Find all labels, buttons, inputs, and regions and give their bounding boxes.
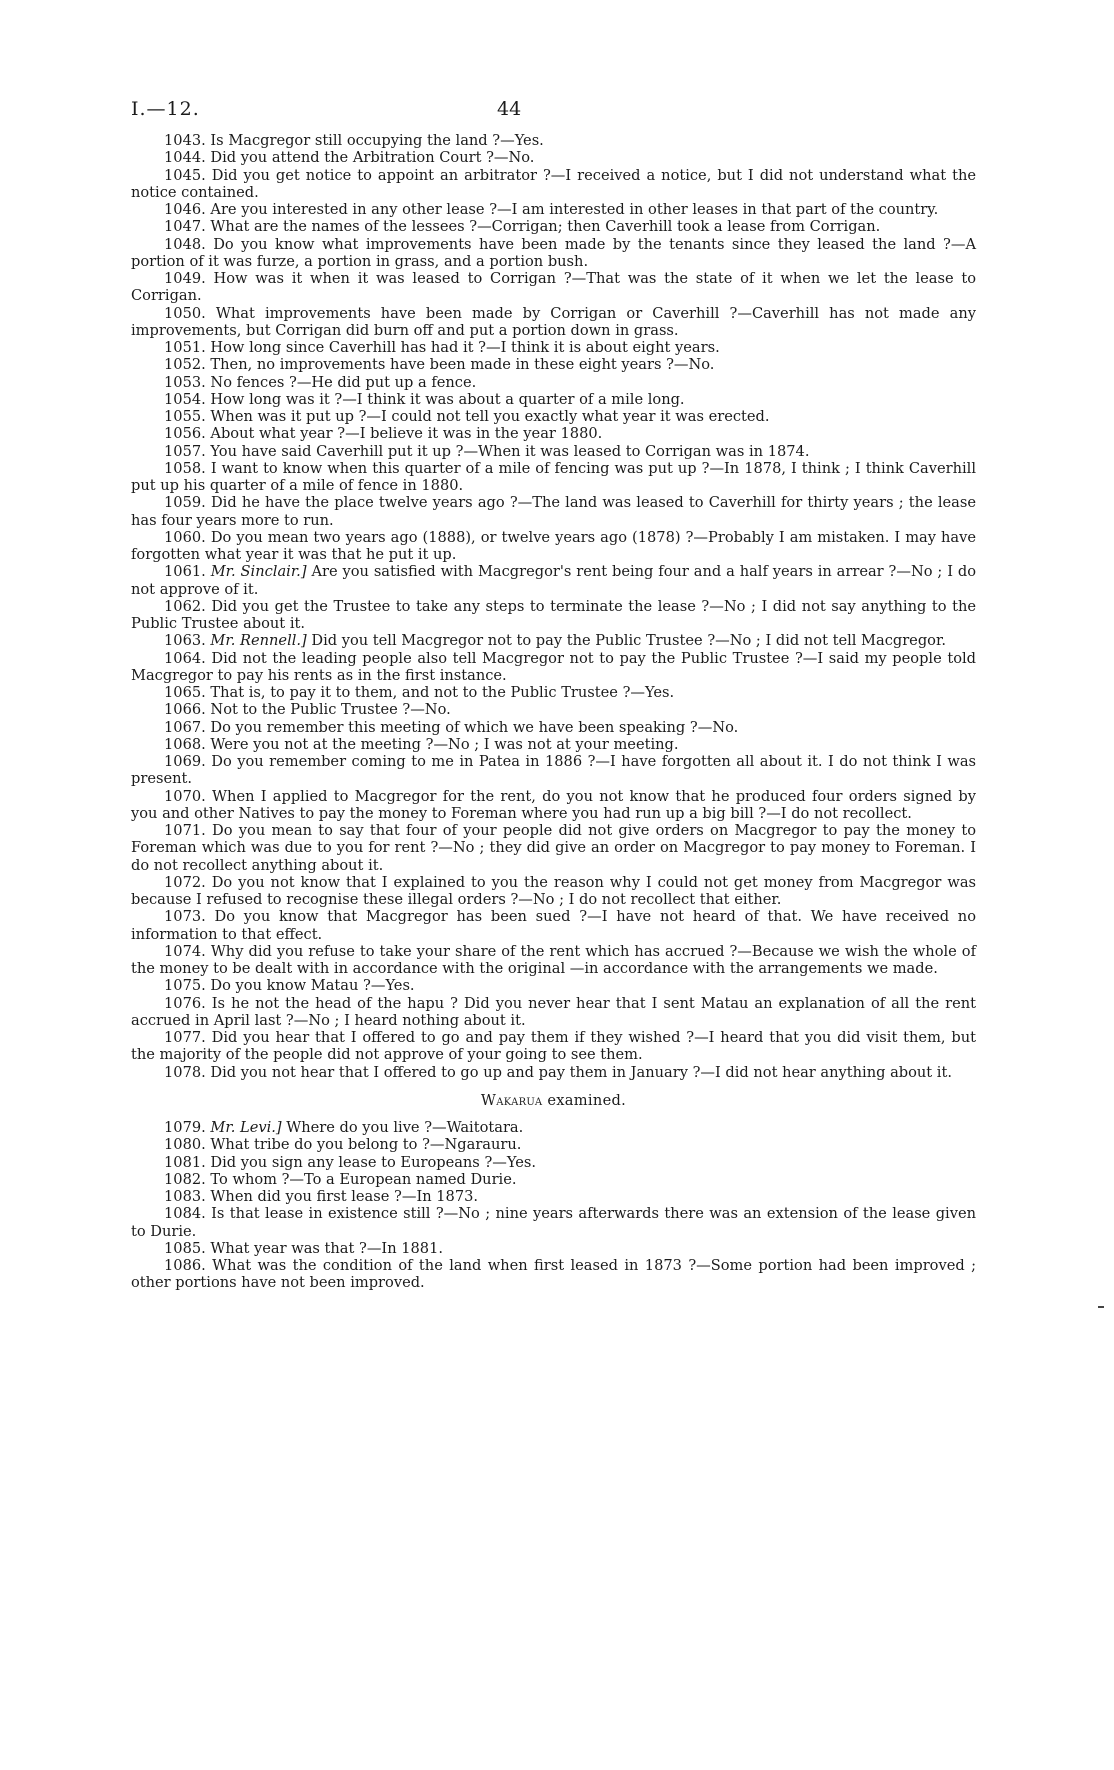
testimony-paragraph bbox=[131, 1171, 976, 1188]
testimony-paragraph bbox=[131, 977, 976, 994]
testimony-paragraph bbox=[131, 701, 976, 718]
document-reference: I.—12. bbox=[131, 98, 200, 120]
question-answer-text: Where do you live ?—Waitotara. bbox=[286, 1119, 524, 1136]
question-number: 1071. bbox=[164, 822, 206, 839]
question-answer-text: When I applied to Macgregor for the rent, do you not know that he produced four orders signed by you and other Natives to pay the money to Foreman where you had run up a big bill ?—I do not recollect. bbox=[131, 787, 976, 822]
question-number: 1073. bbox=[164, 908, 206, 926]
question-answer-text: Did you attend the Arbitration Court ?—No. bbox=[210, 149, 535, 167]
testimony-paragraph bbox=[131, 1064, 976, 1081]
question-answer-text: What are the names of the lessees ?—Corrigan; then Caverhill took a lease from Corrigan. bbox=[210, 218, 881, 236]
question-number: 1061. bbox=[164, 563, 206, 581]
question-number: 1083. bbox=[164, 1188, 206, 1205]
testimony-paragraph bbox=[131, 684, 976, 701]
question-number: 1046. bbox=[164, 201, 206, 218]
question-answer-text: Then, no improvements have been made in these eight years ?—No. bbox=[210, 356, 715, 374]
testimony-paragraph bbox=[131, 391, 976, 408]
testimony-paragraph bbox=[131, 908, 976, 943]
testimony-paragraph bbox=[131, 943, 976, 978]
question-answer-text: When was it put up ?—I could not tell you exactly what year it was erected. bbox=[210, 408, 770, 425]
testimony-paragraph bbox=[131, 1136, 976, 1153]
testimony-paragraph bbox=[131, 374, 976, 391]
speaker-label: Mr. Rennell.] bbox=[210, 632, 307, 650]
question-answer-text: Do you mean to say that four of your people did not give orders on Macgregor to pay the money to Foreman which was due to you for rent ?—No ; they did give an order on Macgregor to pay money to Foreman. I do not recollect anything about it. bbox=[131, 822, 976, 874]
question-answer-text: What tribe do you belong to ?—Ngarauru. bbox=[210, 1136, 522, 1154]
question-number: 1043. bbox=[164, 132, 206, 149]
question-number: 1078. bbox=[164, 1063, 206, 1081]
question-answer-text: Do you know Matau ?—Yes. bbox=[210, 977, 415, 995]
question-number: 1080. bbox=[164, 1136, 206, 1154]
testimony-paragraph bbox=[131, 132, 976, 149]
question-answer-text: Did you sign any lease to Europeans ?—Yes. bbox=[210, 1153, 536, 1171]
section-heading bbox=[131, 1092, 976, 1109]
question-number: 1044. bbox=[164, 149, 206, 167]
question-answer-text: Did you get notice to appoint an arbitrator ?—I received a notice, but I did not understand what the notice contained. bbox=[131, 166, 976, 201]
question-answer-text: Do you know what improvements have been made by the tenants since they leased the land ?—A portion of it was furze, a portion in grass, and a portion bush. bbox=[131, 235, 977, 270]
testimony-paragraph bbox=[131, 1205, 976, 1240]
testimony-block-1 bbox=[131, 132, 976, 1081]
question-number: 1047. bbox=[164, 218, 206, 236]
question-answer-text: Did not the leading people also tell Macgregor not to pay the Public Trustee ?—I said my people told Macgregor to pay his rents as in the first instance. bbox=[131, 649, 976, 684]
question-number: 1059. bbox=[164, 494, 206, 512]
question-number: 1072. bbox=[164, 873, 206, 891]
question-number: 1050. bbox=[164, 304, 206, 322]
question-number: 1051. bbox=[164, 339, 206, 356]
testimony-paragraph bbox=[131, 736, 976, 753]
testimony-paragraph bbox=[131, 1029, 976, 1064]
question-number: 1064. bbox=[164, 649, 206, 667]
testimony-paragraph bbox=[131, 753, 976, 788]
question-answer-text: What improvements have been made by Corrigan or Caverhill ?—Caverhill has not made any improvements, but Corrigan did burn off and put a portion down in grass. bbox=[131, 304, 976, 339]
question-answer-text: Were you not at the meeting ?—No ; I was not at your meeting. bbox=[210, 735, 679, 753]
testimony-paragraph bbox=[131, 719, 976, 736]
testimony-paragraph bbox=[131, 529, 976, 564]
testimony-paragraph bbox=[131, 218, 976, 235]
question-number: 1085. bbox=[164, 1239, 206, 1257]
question-answer-text: Do you not know that I explained to you the reason why I could not get money from Macgregor was because I refused to recognise these illegal orders ?—No ; I do not recollect that either. bbox=[131, 873, 977, 908]
speaker-label: Mr. Levi.] bbox=[210, 1119, 282, 1136]
testimony-paragraph bbox=[131, 598, 976, 633]
question-answer-text: Did you tell Macgregor not to pay the Public Trustee ?—No ; I did not tell Macgregor. bbox=[311, 632, 946, 650]
question-answer-text: Is that lease in existence still ?—No ; nine years afterwards there was an extension of the lease given to Durie. bbox=[131, 1205, 976, 1240]
speaker-label: Mr. Sinclair.] bbox=[210, 563, 307, 581]
question-number: 1076. bbox=[164, 994, 206, 1012]
question-answer-text: That is, to pay it to them, and not to the Public Trustee ?—Yes. bbox=[210, 684, 675, 701]
question-number: 1057. bbox=[164, 442, 206, 460]
question-number: 1048. bbox=[164, 235, 206, 253]
question-answer-text: Is Macgregor still occupying the land ?—Yes. bbox=[210, 132, 544, 149]
question-answer-text: How was it when it was leased to Corrigan ?—That was the state of it when we let the lease to Corrigan. bbox=[131, 270, 977, 305]
question-answer-text: You have said Caverhill put it up ?—When it was leased to Corrigan was in 1874. bbox=[210, 442, 810, 460]
question-answer-text: No fences ?—He did put up a fence. bbox=[210, 373, 477, 391]
question-answer-text: Not to the Public Trustee ?—No. bbox=[210, 701, 451, 719]
question-number: 1055. bbox=[164, 408, 206, 425]
page-number: 44 bbox=[497, 98, 522, 120]
question-number: 1056. bbox=[164, 425, 206, 443]
question-answer-text: Do you remember this meeting of which we have been speaking ?—No. bbox=[210, 718, 739, 736]
question-number: 1075. bbox=[164, 977, 206, 995]
testimony-paragraph bbox=[131, 408, 976, 425]
testimony-paragraph bbox=[131, 305, 976, 340]
testimony-paragraph bbox=[131, 236, 976, 271]
question-number: 1065. bbox=[164, 684, 206, 701]
question-answer-text: To whom ?—To a European named Durie. bbox=[210, 1170, 517, 1188]
question-answer-text: What year was that ?—In 1881. bbox=[210, 1239, 444, 1257]
question-answer-text: About what year ?—I believe it was in the year 1880. bbox=[210, 425, 603, 443]
question-number: 1063. bbox=[164, 632, 206, 650]
page-body bbox=[131, 132, 976, 1292]
testimony-paragraph bbox=[131, 270, 976, 305]
testimony-paragraph bbox=[131, 167, 976, 202]
testimony-paragraph bbox=[131, 1240, 976, 1257]
question-answer-text: Do you know that Macgregor has been sued ?—I have not heard of that. We have received no information to that effect. bbox=[131, 908, 976, 943]
question-answer-text: Is he not the head of the hapu ? Did you never hear that I sent Matau an explanation of all the rent accrued in April last ?—No ; I heard nothing about it. bbox=[131, 994, 976, 1029]
question-answer-text: I want to know when this quarter of a mile of fencing was put up ?—In 1878, I think ; I think Caverhill put up his quarter of a mile of fence in 1880. bbox=[131, 459, 977, 494]
question-number: 1077. bbox=[164, 1029, 206, 1046]
testimony-paragraph bbox=[131, 632, 976, 649]
question-number: 1086. bbox=[164, 1257, 206, 1274]
question-number: 1082. bbox=[164, 1170, 206, 1188]
testimony-paragraph bbox=[131, 822, 976, 874]
testimony-paragraph bbox=[131, 149, 976, 166]
question-answer-text: Do you mean two years ago (1888), or twelve years ago (1878) ?—Probably I am mistaken. I may have forgotten what year it was that he put it up. bbox=[131, 528, 977, 563]
testimony-paragraph bbox=[131, 425, 976, 442]
question-answer-text: Why did you refuse to take your share of the rent which has accrued ?—Because we wish the whole of the money to be dealt with in accordance with the original —in accordance with the arrangements we made. bbox=[131, 942, 976, 977]
page-header bbox=[131, 98, 981, 122]
question-answer-text: How long was it ?—I think it was about a quarter of a mile long. bbox=[210, 390, 685, 408]
testimony-paragraph bbox=[131, 874, 976, 909]
question-number: 1045. bbox=[164, 166, 206, 184]
question-number: 1069. bbox=[164, 753, 206, 770]
question-number: 1070. bbox=[164, 787, 206, 805]
question-answer-text: What was the condition of the land when first leased in 1873 ?—Some portion had been improved ; other portions have not been improved. bbox=[131, 1257, 976, 1292]
question-answer-text: Did you not hear that I offered to go up and pay them in January ?—I did not hear anything about it. bbox=[210, 1063, 952, 1081]
testimony-paragraph bbox=[131, 460, 976, 495]
testimony-paragraph bbox=[131, 1188, 976, 1205]
question-number: 1049. bbox=[164, 270, 206, 287]
testimony-paragraph bbox=[131, 339, 976, 356]
question-number: 1068. bbox=[164, 735, 206, 753]
question-answer-text: Are you satisfied with Macgregor's rent being four and a half years in arrear ?—No ; I do not approve of it. bbox=[131, 563, 977, 598]
question-answer-text: Did you hear that I offered to go and pay them if they wished ?—I heard that you did visit them, but the majority of the people did not approve of your going to see them. bbox=[131, 1029, 977, 1064]
question-answer-text: Are you interested in any other lease ?—I am interested in other leases in that part of the country. bbox=[210, 201, 939, 218]
question-number: 1054. bbox=[164, 390, 206, 408]
question-number: 1066. bbox=[164, 701, 206, 719]
question-answer-text: How long since Caverhill has had it ?—I think it is about eight years. bbox=[210, 339, 720, 356]
question-number: 1058. bbox=[164, 459, 206, 477]
testimony-paragraph bbox=[131, 356, 976, 373]
testimony-paragraph bbox=[131, 201, 976, 218]
question-answer-text: Do you remember coming to me in Patea in 1886 ?—I have forgotten all about it. I do not think I was present. bbox=[131, 753, 977, 788]
question-answer-text: Did he have the place twelve years ago ?—The land was leased to Caverhill for thirty years ; the lease has four years more to run. bbox=[131, 494, 977, 529]
question-number: 1052. bbox=[164, 356, 206, 374]
testimony-paragraph bbox=[131, 563, 976, 598]
testimony-paragraph bbox=[131, 788, 976, 823]
question-number: 1062. bbox=[164, 597, 206, 615]
witness-name: Wakarua bbox=[480, 1091, 543, 1109]
question-number: 1060. bbox=[164, 528, 206, 546]
question-answer-text: Did you get the Trustee to take any steps to terminate the lease ?—No ; I did not say anything to the Public Trustee about it. bbox=[131, 597, 977, 632]
testimony-paragraph bbox=[131, 1257, 976, 1292]
question-number: 1081. bbox=[164, 1153, 206, 1171]
margin-mark bbox=[1098, 1306, 1104, 1308]
testimony-paragraph bbox=[131, 995, 976, 1030]
question-answer-text: When did you first lease ?—In 1873. bbox=[210, 1188, 479, 1205]
testimony-paragraph bbox=[131, 1154, 976, 1171]
question-number: 1067. bbox=[164, 718, 206, 736]
testimony-paragraph bbox=[131, 1119, 976, 1136]
testimony-paragraph bbox=[131, 443, 976, 460]
testimony-paragraph bbox=[131, 650, 976, 685]
question-number: 1053. bbox=[164, 373, 206, 391]
testimony-paragraph bbox=[131, 494, 976, 529]
section-heading-suffix: examined. bbox=[542, 1091, 627, 1109]
question-number: 1084. bbox=[164, 1205, 206, 1223]
question-number: 1074. bbox=[164, 942, 206, 960]
question-number: 1079. bbox=[164, 1119, 206, 1136]
testimony-block-2 bbox=[131, 1119, 976, 1292]
